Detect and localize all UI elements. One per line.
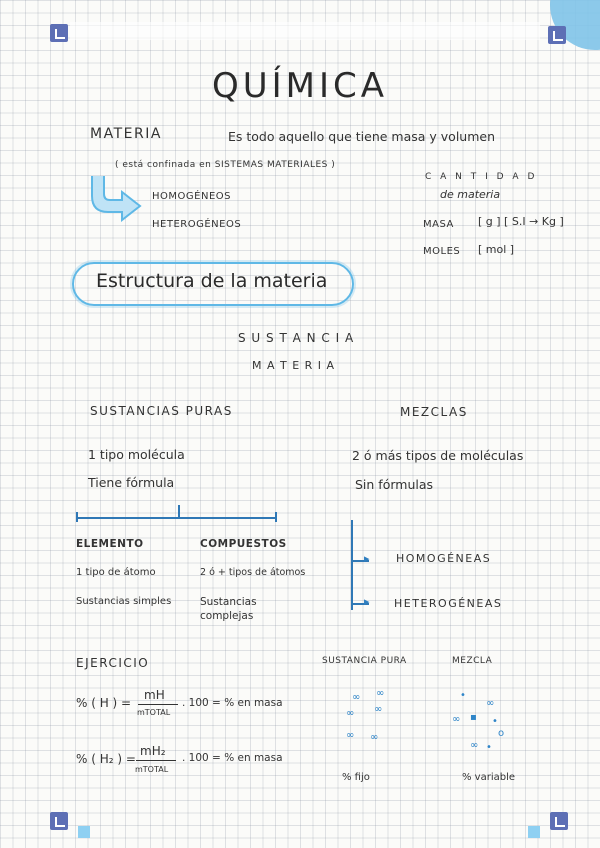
- page-title: QUÍMICA: [212, 66, 389, 106]
- sustancia-heading: S U S T A N C I A: [238, 331, 355, 345]
- puras-line1: 1 tipo molécula: [88, 447, 185, 462]
- fraction-bar: [136, 760, 176, 761]
- puras-line2: Tiene fórmula: [88, 475, 175, 490]
- bracket-tick: [76, 512, 78, 522]
- formula2-numerator: mH₂: [140, 744, 166, 758]
- pure-substance-label: SUSTANCIA PURA: [322, 656, 407, 666]
- elemento-line2: Sustancias simples: [76, 596, 172, 607]
- materia-note: ( está confinada en SISTEMAS MATERIALES ): [115, 160, 336, 170]
- arrow-head-icon: ▸: [364, 595, 370, 608]
- materia-heading: M A T E R I A: [252, 359, 336, 372]
- mixture-label: MEZCLA: [452, 656, 493, 666]
- compuestos-line2b: complejas: [200, 610, 254, 622]
- molecule-icon: ∞: [452, 714, 461, 725]
- binder-mark-icon: [548, 26, 566, 44]
- molecule-icon: ∞: [486, 698, 495, 709]
- molecule-icon: ∞: [376, 688, 385, 699]
- binder-mark-icon: [50, 812, 68, 830]
- binder-mark-icon: [50, 24, 68, 42]
- mezclas-line2: Sin fórmulas: [355, 477, 434, 492]
- materia-label: MATERIA: [90, 126, 162, 142]
- formula1-denominator: mTOTAL: [137, 708, 171, 717]
- compuestos-heading: COMPUESTOS: [200, 538, 287, 550]
- binder-mark-icon: [550, 812, 568, 830]
- molecule-icon: •: [486, 742, 492, 753]
- mezcla-type-heterogeneous: HETEROGÉNEAS: [394, 597, 503, 610]
- puras-heading: SUSTANCIAS PURAS: [90, 404, 233, 418]
- formula1-right: . 100 = % en masa: [182, 697, 283, 709]
- arrow-head-icon: ▸: [364, 552, 370, 565]
- mezclas-line1: 2 ó más tipos de moléculas: [352, 448, 524, 463]
- formula1-numerator: mH: [144, 688, 165, 702]
- elemento-line1: 1 tipo de átomo: [76, 567, 156, 578]
- masa-value: [ g ] [ S.I → Kg ]: [478, 215, 564, 228]
- molecule-icon: ∞: [370, 732, 379, 743]
- molecule-icon: ∞: [346, 708, 355, 719]
- molecule-icon: •: [460, 690, 466, 701]
- formula1-left: % ( H ) =: [76, 696, 132, 710]
- curved-arrow-icon: [88, 176, 144, 222]
- masa-label: MASA: [423, 219, 454, 230]
- molecule-icon: •: [492, 716, 498, 727]
- molecule-icon: ▪: [470, 712, 477, 723]
- mixture-caption: % variable: [462, 772, 516, 783]
- bracket-tick: [275, 512, 277, 522]
- molecule-icon: o: [498, 728, 505, 739]
- compuestos-line2a: Sustancias: [200, 596, 257, 608]
- bracket-line: [76, 517, 276, 519]
- molecule-icon: ∞: [352, 692, 361, 703]
- corner-square: [528, 826, 540, 838]
- bracket-tick: [178, 505, 180, 517]
- mezclas-bracket: [351, 520, 353, 610]
- fraction-bar: [138, 704, 178, 705]
- formula2-right: . 100 = % en masa: [182, 752, 283, 764]
- section-title: Estructura de la materia: [96, 270, 328, 292]
- pure-caption: % fijo: [342, 772, 370, 783]
- ejercicio-heading: EJERCICIO: [76, 656, 150, 670]
- formula2-left: % ( H₂ ) =: [76, 752, 136, 766]
- molecule-icon: ∞: [346, 730, 355, 741]
- materia-type-heterogeneous: HETEROGÉNEOS: [152, 219, 242, 230]
- corner-square: [78, 826, 90, 838]
- moles-label: MOLES: [423, 246, 461, 257]
- moles-value: [ mol ]: [478, 243, 515, 256]
- top-margin-strip: [70, 22, 540, 40]
- cantidad-heading: C A N T I D A D: [425, 172, 538, 182]
- elemento-heading: ELEMENTO: [76, 538, 144, 550]
- materia-definition: Es todo aquello que tiene masa y volumen: [228, 129, 496, 144]
- compuestos-line1: 2 ó + tipos de átomos: [200, 567, 306, 578]
- molecule-icon: ∞: [374, 704, 383, 715]
- mezclas-heading: MEZCLAS: [400, 405, 468, 419]
- molecule-icon: ∞: [470, 740, 479, 751]
- mezcla-type-homogeneous: HOMOGÉNEAS: [396, 552, 492, 565]
- formula2-denominator: mTOTAL: [135, 765, 169, 774]
- materia-type-homogeneous: HOMOGÉNEOS: [152, 191, 231, 202]
- cantidad-subheading: de materia: [440, 188, 501, 201]
